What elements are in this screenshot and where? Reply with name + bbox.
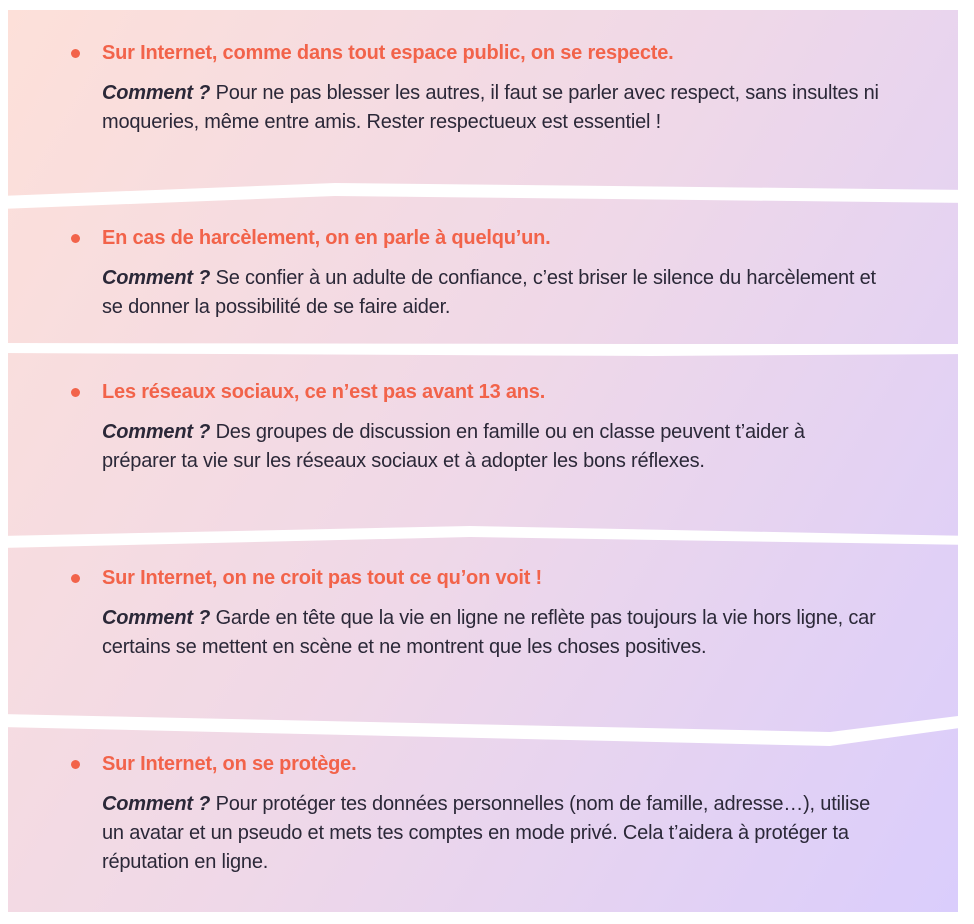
tip-title: Sur Internet, comme dans tout espace public, on se respecte. (102, 42, 674, 64)
bullet-icon (71, 574, 80, 583)
comment-label: Comment ? (102, 421, 211, 443)
tip-item-harassment (102, 227, 882, 322)
tip-body: Garde en tête que la vie en ligne ne reflète pas toujours la vie hors ligne, car certains se mettent en scène et ne montrent que les choses positives. (102, 607, 876, 658)
tip-item-social-age (102, 381, 882, 476)
comment-label: Comment ? (102, 267, 211, 289)
tip-body: Pour protéger tes données personnelles (nom de famille, adresse…), utilise un avatar et un pseudo et mets tes comptes en mode privé. Cela t’aidera à protéger ta réputation en ligne. (102, 793, 871, 873)
tip-title: En cas de harcèlement, on en parle à quelqu’un. (102, 227, 551, 249)
bullet-icon (71, 760, 80, 769)
bullet-icon (71, 234, 80, 243)
tip-body: Pour ne pas blesser les autres, il faut se parler avec respect, sans insultes ni moqueries, même entre amis. Rester respectueux est essentiel ! (102, 82, 879, 133)
bullet-icon (71, 388, 80, 397)
tip-title: Sur Internet, on se protège. (102, 753, 357, 775)
separator-1 (0, 183, 974, 209)
tip-item-respect (102, 42, 882, 137)
tip-item-protect (102, 753, 882, 877)
comment-label: Comment ? (102, 607, 211, 629)
separator-3 (0, 526, 974, 548)
separator-2 (0, 343, 974, 356)
tip-item-dont-believe (102, 567, 882, 662)
separator-4 (0, 714, 974, 746)
tip-title: Les réseaux sociaux, ce n’est pas avant 13 ans. (102, 381, 546, 403)
tip-title: Sur Internet, on ne croit pas tout ce qu’on voit ! (102, 567, 543, 589)
tip-body: Se confier à un adulte de confiance, c’est briser le silence du harcèlement et se donner la possibilité de se faire aider. (102, 267, 876, 318)
comment-label: Comment ? (102, 82, 211, 104)
comment-label: Comment ? (102, 793, 211, 815)
tip-body: Des groupes de discussion en famille ou en classe peuvent t’aider à préparer ta vie sur les réseaux sociaux et à adopter les bons réflexes. (102, 421, 805, 472)
bullet-icon (71, 49, 80, 58)
